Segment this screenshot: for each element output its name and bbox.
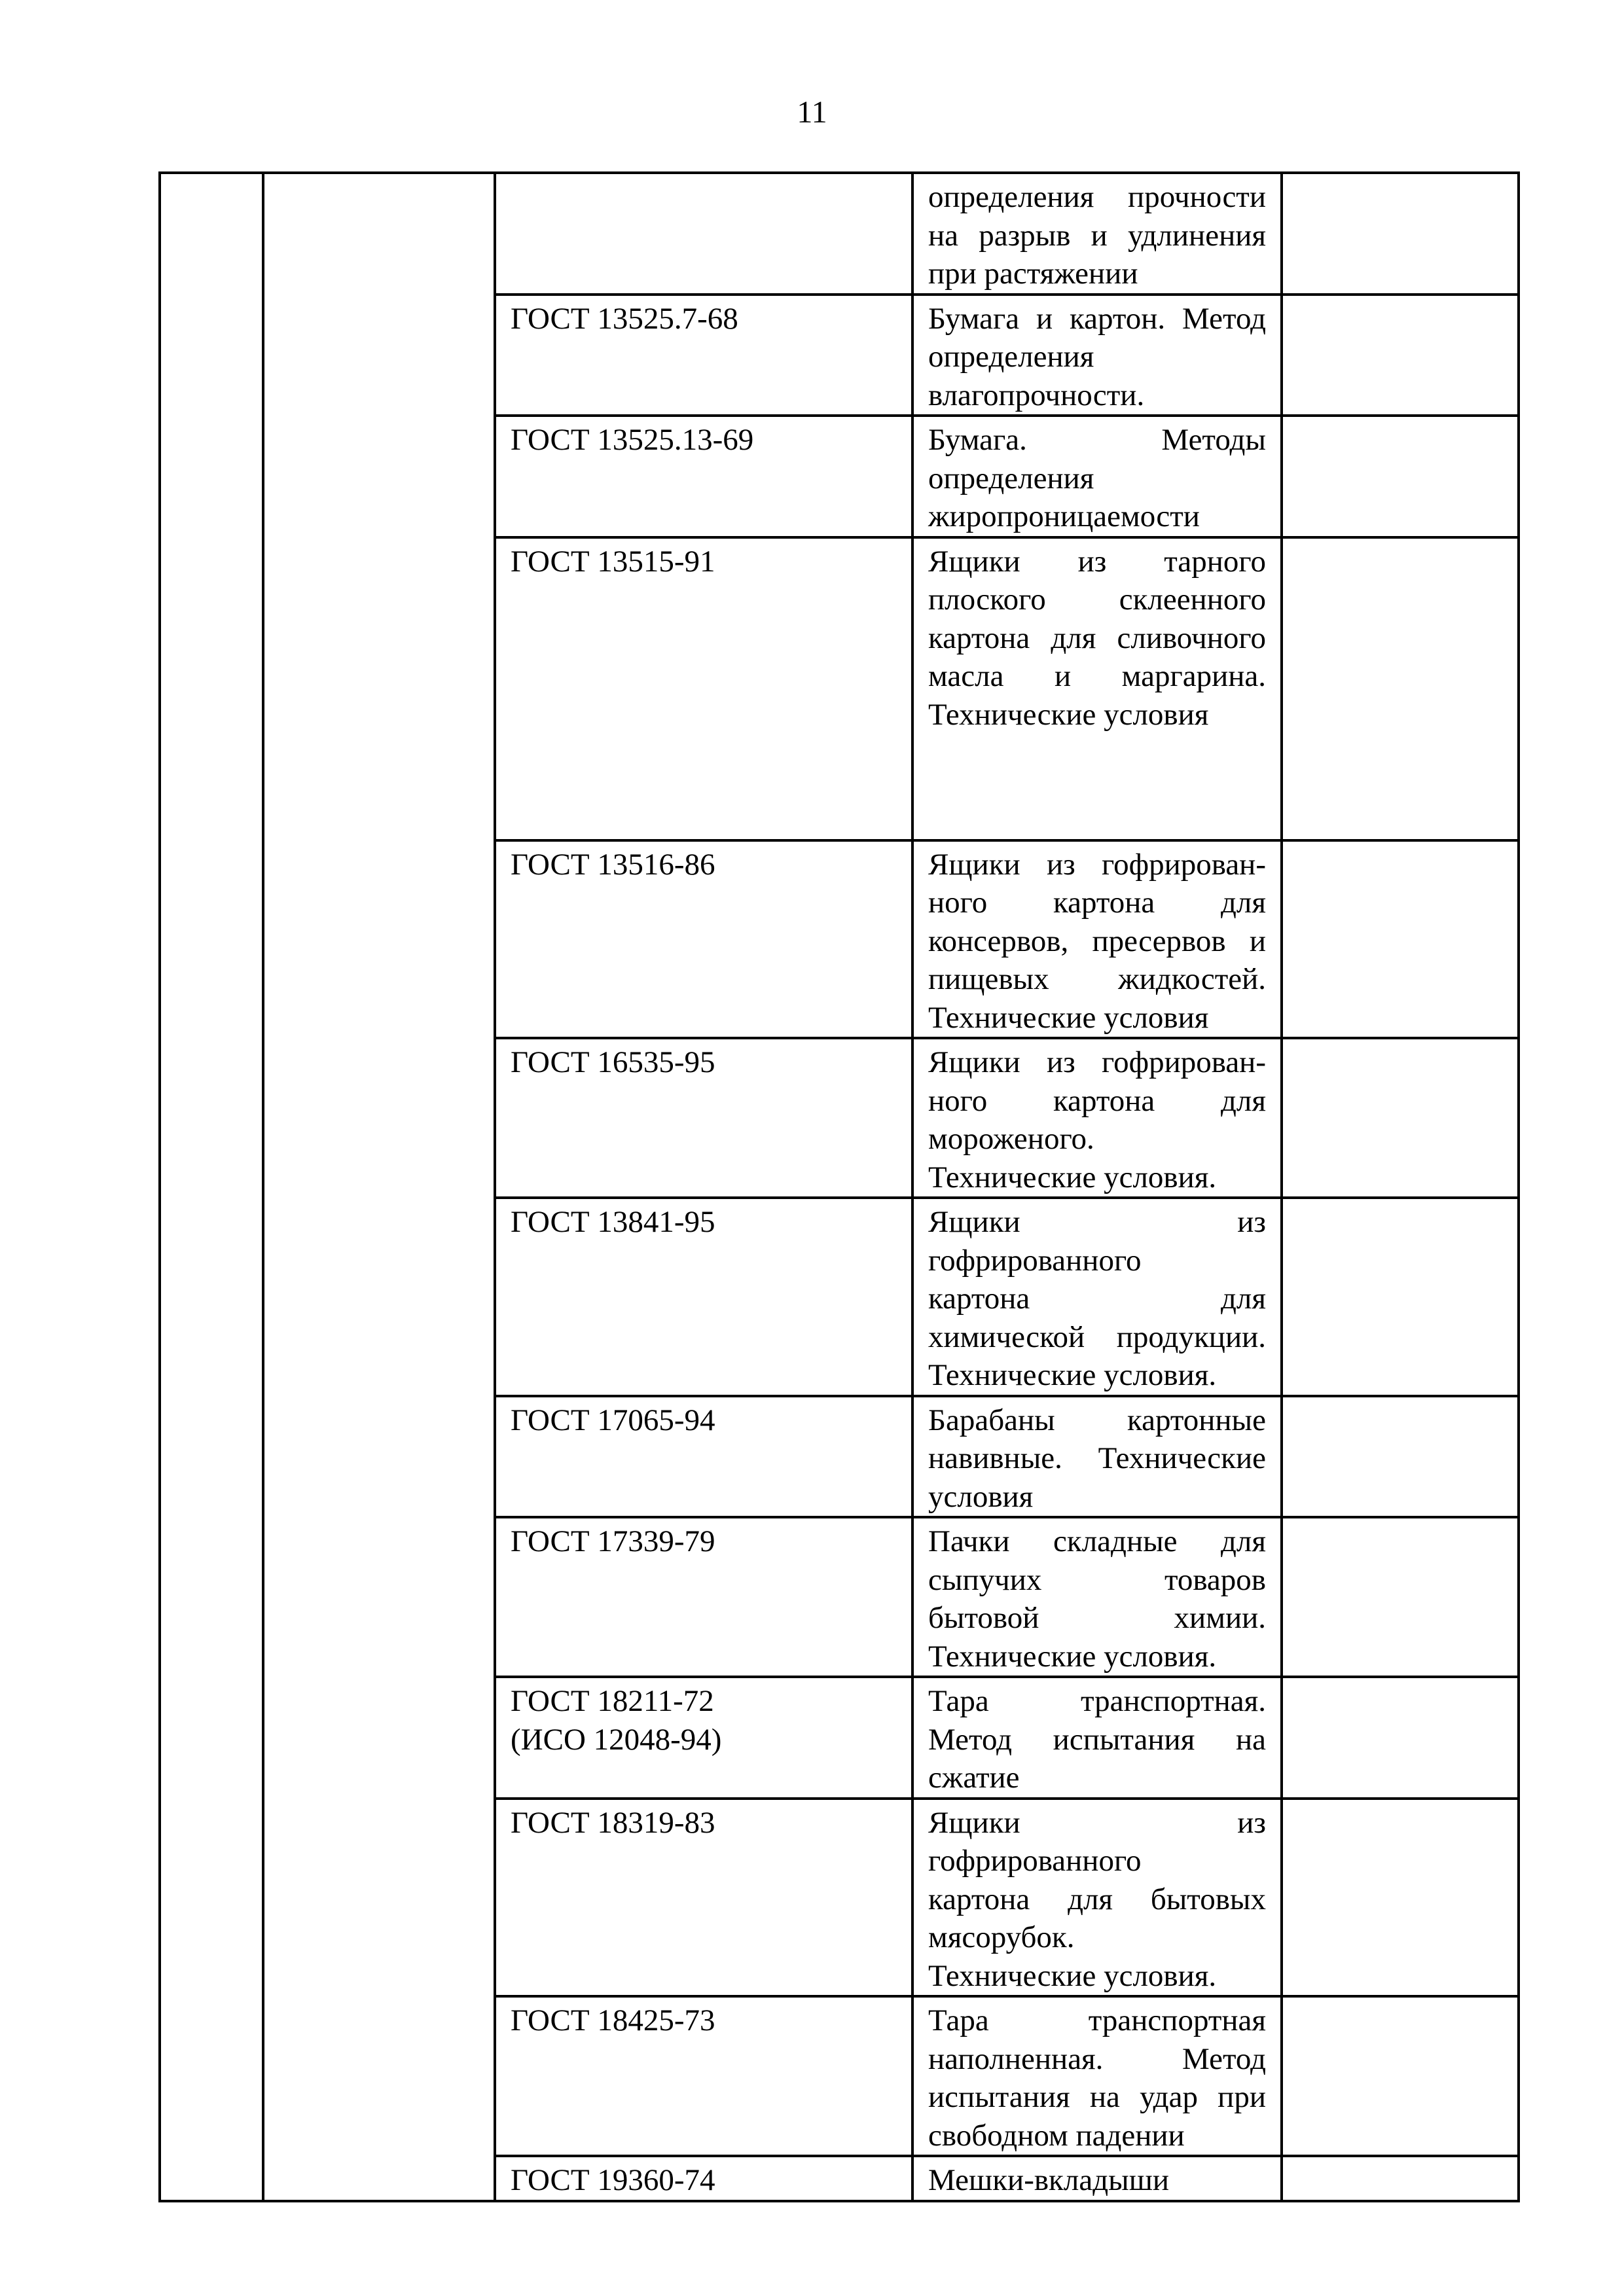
standard-title-line: гофрированного <box>928 1844 1142 1878</box>
standard-title-line: испытания на удар при <box>928 2080 1266 2114</box>
standard-code: ГОСТ 13515-91 <box>511 544 715 579</box>
standard-title-line: мясорубок. <box>928 1920 1075 1954</box>
standard-title-line: мороженого. <box>928 1122 1094 1156</box>
standards-table-body <box>160 173 1519 2201</box>
standard-code: ГОСТ 16535-95 <box>511 1045 715 1079</box>
notes-cell <box>1282 416 1519 537</box>
standard-title-line: определения прочности <box>928 180 1266 214</box>
notes-cell <box>1282 537 1519 840</box>
standard-code-cell <box>495 416 912 537</box>
name-column-cell <box>263 173 495 2201</box>
standard-title-cell <box>912 1799 1282 1997</box>
standard-title-cell <box>912 416 1282 537</box>
standard-title-line: навивные. Технические <box>928 1441 1266 1475</box>
standard-code-cell <box>495 537 912 840</box>
standard-code-cell <box>495 1038 912 1198</box>
standard-title-line: гофрированного <box>928 1243 1142 1278</box>
page-number: 11 <box>797 95 827 130</box>
standard-title-line: картона для <box>928 1282 1266 1316</box>
standard-title-line: сыпучих товаров <box>928 1562 1266 1597</box>
standard-code: (ИСО 12048-94) <box>511 1722 722 1757</box>
standard-title-line: Тара транспортная. <box>928 1684 1266 1718</box>
standard-title-line: Ящики из гофрирован- <box>928 847 1266 882</box>
standard-title-line: масла и маргарина. <box>928 659 1266 693</box>
standard-title-line: Технические условия. <box>928 1639 1217 1674</box>
standard-code: ГОСТ 17339-79 <box>511 1524 715 1558</box>
standard-title-cell <box>912 537 1282 840</box>
standard-title-line: Ящики из <box>928 1205 1266 1239</box>
standard-title-line: Ящики из <box>928 1805 1266 1840</box>
standard-code: ГОСТ 19360-74 <box>511 2163 715 2197</box>
standard-title-line: Технические условия. <box>928 1958 1217 1993</box>
standard-title-line: Технические условия. <box>928 1358 1217 1392</box>
standard-title-line: влагопрочности. <box>928 378 1145 412</box>
notes-cell <box>1282 1198 1519 1396</box>
standard-title-line: ного картона для <box>928 1083 1266 1118</box>
number-column-cell <box>160 173 263 2201</box>
standard-title-line: Барабаны картонные <box>928 1403 1266 1437</box>
standard-title-line: Ящики из гофрирован- <box>928 1045 1266 1079</box>
standard-title-cell <box>912 1198 1282 1396</box>
standard-title-cell <box>912 295 1282 416</box>
standard-code-cell <box>495 1799 912 1997</box>
standard-title-line: ного картона для <box>928 886 1266 920</box>
standard-code: ГОСТ 17065-94 <box>511 1403 715 1437</box>
standard-title-line: определения <box>928 340 1094 374</box>
standard-title-line: наполненная. Метод <box>928 2041 1266 2076</box>
standard-title-line: плоского склеенного <box>928 583 1266 617</box>
standard-title-cell <box>912 1038 1282 1198</box>
standard-code-cell <box>495 2156 912 2201</box>
table-row <box>160 173 1519 295</box>
standard-title-cell <box>912 840 1282 1039</box>
standard-title-line: пищевых жидкостей. <box>928 962 1266 996</box>
standard-title-line: на разрыв и удлинения <box>928 218 1266 253</box>
notes-cell <box>1282 2156 1519 2201</box>
standard-code: ГОСТ 18211-72 <box>511 1684 714 1718</box>
standard-title-line: Ящики из тарного <box>928 544 1266 579</box>
standard-code-cell <box>495 1517 912 1677</box>
standard-code-cell <box>495 840 912 1039</box>
standard-title-line: Технические условия. <box>928 1160 1217 1194</box>
standard-title-line: Технические условия <box>928 1000 1209 1035</box>
standard-code: ГОСТ 18425-73 <box>511 2003 715 2037</box>
standard-title-line: Мешки-вкладыши <box>928 2163 1170 2197</box>
standard-code-cell <box>495 295 912 416</box>
standard-title-line: жиропроницаемости <box>928 499 1200 533</box>
standard-title-line: условия <box>928 1479 1034 1514</box>
standard-code: ГОСТ 13525.13-69 <box>511 423 754 457</box>
standard-title-line: Бумага. Методы <box>928 423 1266 457</box>
notes-cell <box>1282 1677 1519 1799</box>
standard-title-line: Метод испытания на <box>928 1722 1266 1757</box>
standard-title-cell <box>912 173 1282 295</box>
notes-cell <box>1282 840 1519 1039</box>
standards-table <box>158 171 1520 2202</box>
standard-title-line: химической продукции. <box>928 1319 1266 1354</box>
standard-title-line: консервов, пресервов и <box>928 924 1266 958</box>
standard-title-line: сжатие <box>928 1761 1020 1795</box>
standard-title-cell <box>912 1677 1282 1799</box>
standard-code-cell <box>495 1198 912 1396</box>
standard-title-line: картона для бытовых <box>928 1882 1266 1916</box>
notes-cell <box>1282 173 1519 295</box>
standard-code-cell <box>495 173 912 295</box>
standard-title-line: свободном падении <box>928 2118 1185 2153</box>
standard-code-cell <box>495 1396 912 1518</box>
standard-title-cell <box>912 1996 1282 2156</box>
standard-code-cell <box>495 1996 912 2156</box>
notes-cell <box>1282 1799 1519 1997</box>
standard-code: ГОСТ 13841-95 <box>511 1205 715 1239</box>
standard-title-cell <box>912 2156 1282 2201</box>
notes-cell <box>1282 1038 1519 1198</box>
standard-title-line: Тара транспортная <box>928 2003 1266 2037</box>
standard-title-line: картона для сливочного <box>928 620 1266 655</box>
notes-cell <box>1282 1517 1519 1677</box>
standard-code: ГОСТ 18319-83 <box>511 1805 715 1840</box>
standard-title-line: бытовой химии. <box>928 1601 1266 1635</box>
standard-title-line: Технические условия <box>928 697 1209 732</box>
standard-code: ГОСТ 13525.7-68 <box>511 301 738 336</box>
standard-title-line: Пачки складные для <box>928 1524 1266 1558</box>
standard-code: ГОСТ 13516-86 <box>511 847 715 882</box>
standard-title-line: при растяжении <box>928 257 1138 291</box>
notes-cell <box>1282 295 1519 416</box>
notes-cell <box>1282 1996 1519 2156</box>
standard-title-line: Бумага и картон. Метод <box>928 301 1266 336</box>
notes-cell <box>1282 1396 1519 1518</box>
standard-title-cell <box>912 1517 1282 1677</box>
standard-code-cell <box>495 1677 912 1799</box>
standard-title-line: определения <box>928 461 1094 495</box>
standard-title-cell <box>912 1396 1282 1518</box>
